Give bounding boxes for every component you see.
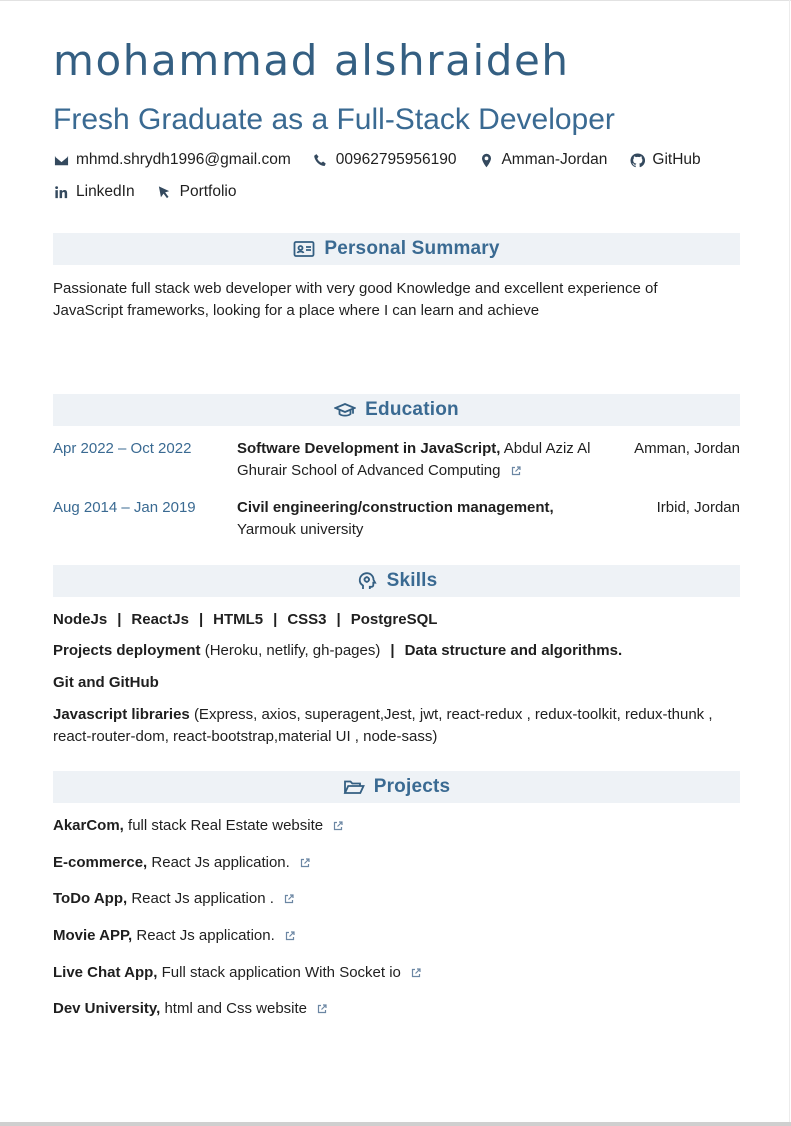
section-header-projects (53, 771, 740, 803)
skill-deployment-detail: (Heroku, netlify, gh-pages) (204, 642, 381, 659)
project-name: E-commerce, (53, 854, 148, 871)
project-description: html and Css website (164, 1000, 308, 1017)
folder-open-icon (343, 777, 365, 797)
education-location: Amman, Jordan (634, 440, 740, 457)
skill-separator: | (117, 611, 122, 628)
project-description: React Js application. (136, 927, 275, 944)
skill-item: PostgreSQL (350, 611, 438, 628)
section-title-projects: Projects (373, 776, 451, 797)
education-date: Apr 2022 – Oct 2022 (53, 440, 192, 457)
skills-git-line (53, 672, 740, 694)
education-location: Irbid, Jordan (656, 499, 740, 516)
skill-item: ReactJs (131, 611, 189, 628)
contact-linkedin[interactable] (53, 183, 135, 201)
contact-phone[interactable] (313, 151, 457, 169)
section-title-skills: Skills (386, 570, 438, 591)
page-top-edge (0, 0, 791, 1)
contact-portfolio[interactable] (157, 183, 237, 201)
project-item (53, 925, 295, 947)
skill-dsa: Data structure and algorithms. (404, 642, 623, 659)
project-name: Live Chat App, (53, 964, 158, 981)
project-description: full stack Real Estate website (128, 817, 324, 834)
education-degree: Civil engineering/construction management, (237, 499, 554, 516)
summary-paragraph: Passionate full stack web developer with very good Knowledge and excellent experience of JavaScript frameworks, looking for a place where I can learn and achieve (53, 280, 658, 319)
contact-github[interactable] (629, 151, 700, 169)
education-school: Yarmouk university (237, 521, 364, 538)
education-school: Abdul Aziz Al Ghurair School of Advanced Computing (237, 440, 591, 479)
project-description: React Js application. (151, 854, 290, 871)
page-bottom-edge (0, 1122, 791, 1126)
project-name: AkarCom, (53, 817, 124, 834)
project-name: ToDo App, (53, 890, 128, 907)
skill-libraries-detail: (Express, axios, superagent,Jest, jwt, react-redux , redux-toolkit, redux-thunk , react-router-dom, react-bootstrap,material UI , node-sass) (53, 706, 713, 745)
project-name: Dev University, (53, 1000, 161, 1017)
skill-separator: | (336, 611, 341, 628)
project-item (53, 852, 310, 874)
external-link-icon[interactable] (317, 1004, 327, 1014)
email-text[interactable]: mhmd.shrydh1996@gmail.com (76, 151, 291, 168)
education-description (237, 438, 607, 482)
page-right-edge (789, 0, 790, 1126)
cursor-pointer-icon (157, 184, 173, 200)
envelope-icon (53, 152, 69, 168)
contact-location (478, 151, 607, 169)
project-item (53, 962, 421, 984)
skills-libraries-line (53, 704, 740, 748)
section-header-skills (53, 565, 740, 597)
linkedin-link[interactable]: LinkedIn (76, 183, 135, 200)
portfolio-link[interactable]: Portfolio (179, 183, 237, 200)
project-description: React Js application . (131, 890, 274, 907)
education-date: Aug 2014 – Jan 2019 (53, 499, 196, 516)
education-degree: Software Development in JavaScript, (237, 440, 501, 457)
project-item (53, 888, 294, 910)
project-name: Movie APP, (53, 927, 133, 944)
contact-row-1 (53, 151, 723, 169)
skill-item: NodeJs (53, 611, 108, 628)
graduation-cap-icon (334, 400, 356, 420)
section-header-education (53, 394, 740, 426)
external-link-icon[interactable] (411, 968, 421, 978)
external-link-icon[interactable] (333, 821, 343, 831)
id-card-icon (293, 239, 315, 259)
map-pin-icon (478, 152, 494, 168)
phone-icon (313, 152, 329, 168)
section-title-education: Education (365, 399, 459, 420)
skill-separator: | (273, 611, 278, 628)
contact-row-2 (53, 183, 258, 201)
skill-separator: | (198, 611, 204, 628)
location-text: Amman-Jordan (501, 151, 608, 168)
phone-text[interactable]: 00962795956190 (335, 151, 457, 168)
skills-deployment-line (53, 640, 740, 662)
contact-email[interactable] (53, 151, 291, 169)
external-link-icon[interactable] (300, 858, 310, 868)
candidate-name: mohammad alshraideh (53, 36, 570, 85)
skill-item: HTML5 (213, 611, 264, 628)
external-link-icon[interactable] (511, 466, 521, 476)
skills-core-line (53, 609, 740, 631)
project-item (53, 815, 343, 837)
skill-git: Git and GitHub (53, 674, 159, 691)
linkedin-icon (53, 184, 69, 200)
skill-libraries-label: Javascript libraries (53, 706, 190, 723)
project-item (53, 998, 327, 1020)
skill-item: CSS3 (287, 611, 327, 628)
external-link-icon[interactable] (284, 894, 294, 904)
candidate-headline: Fresh Graduate as a Full-Stack Developer (53, 103, 615, 136)
project-description: Full stack application With Socket io (161, 964, 401, 981)
external-link-icon[interactable] (285, 931, 295, 941)
github-link[interactable]: GitHub (652, 151, 701, 168)
github-icon (629, 152, 645, 168)
skill-separator: | (390, 642, 395, 659)
section-header-summary (53, 233, 740, 265)
head-gears-icon (356, 571, 378, 591)
education-description (237, 497, 607, 541)
skill-deployment-label: Projects deployment (53, 642, 201, 659)
section-title-summary: Personal Summary (324, 238, 500, 259)
